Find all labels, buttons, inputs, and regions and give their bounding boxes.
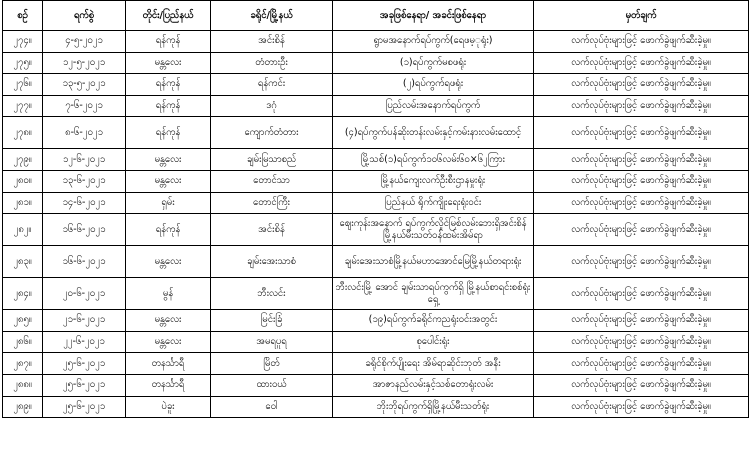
cell-region: မွန် [126,278,211,310]
cell-no: ၂၈၆။ [3,331,43,353]
table-row [3,117,749,149]
cell-region: တနင်္သာရီ [126,353,211,375]
cell-remark: လက်လုပ်ဗုံးများဖြင့် ဖောက်ခွဲဖျက်ဆီးခဲ့မှု။ [534,396,749,418]
cell-township: ရန်ကင်း [211,74,333,96]
cell-no: ၂၇၇။ [3,95,43,117]
table-row [3,374,749,396]
cell-remark: လက်လုပ်ဗုံးများဖြင့် ဖောက်ခွဲဖျက်ဆီးခဲ့မှု။ [534,192,749,214]
cell-location: အာဇာနည်လမ်းနှင့်သစ်တောရုံးလမ်း [333,374,534,396]
table-row [3,31,749,53]
cell-township: ချမ်းမြသာစည် [211,149,333,171]
cell-date: ၂၅-၆-၂၀၂၁ [43,396,126,418]
cell-location: မြို့နယ်ကျေးလက်ဦးစီးဌာနမှုးရုံး [333,170,534,192]
cell-township: ကျောက်တံတား [211,117,333,149]
cell-date: ၂၁-၆-၂၀၂၁ [43,310,126,332]
table-row [3,170,749,192]
cell-location: ချမ်းအေးသာစံမြို့နယ်မဟာအောင်မြေမြို့နယ်တရားရုံး [333,246,534,278]
cell-date: ၄-၅-၂၀၂၁ [43,31,126,53]
cell-township: အင်းစိန် [211,214,333,246]
cell-no: ၂၇၆။ [3,74,43,96]
cell-location: ပြည်နယ် ရိုက်ကျိုးရေးရုံးဝင်း [333,192,534,214]
cell-no: ၂၈၅။ [3,310,43,332]
cell-remark: လက်လုပ်ဗုံးများဖြင့် ဖောက်ခွဲဖျက်ဆီးခဲ့မှု။ [534,52,749,74]
cell-date: ၁၃-၅-၂၀၂၁ [43,74,126,96]
cell-township: မြိတ် [211,353,333,375]
cell-township: တောင်ကြီး [211,192,333,214]
cell-no: ၂၇၄။ [3,31,43,53]
cell-no: ၂၇၈။ [3,117,43,149]
cell-township: တောင်သာ [211,170,333,192]
cell-township: ဒဂုံ [211,95,333,117]
cell-date: ၁၆-၆-၂၀၂၁ [43,214,126,246]
cell-location: ဘိုးဘိုရပ်ကွက်ရှိမြို့နယ်မီးသတ်ရုံး [333,396,534,418]
header-date: ရက်စွဲ [43,1,126,31]
cell-region: မန္တလေး [126,149,211,171]
cell-date: ၁၆-၆-၂၀၂၁ [43,246,126,278]
table-row [3,95,749,117]
cell-location: ဈေးကုန်းအနောက် ရပ်ကွက်လှိုင်မြစ်လမ်းဘေးရှိအင်းစိန်မြို့နယ်မီးသတ်ဝန်ထမ်းအိမ်ရာ [333,214,534,246]
cell-location: ပြည်လမ်းအနောက်ရပ်ကွက် [333,95,534,117]
cell-township: မြင်းခြံ [211,310,333,332]
table-row [3,52,749,74]
table-row [3,331,749,353]
header-no: စဉ် [3,1,43,31]
cell-date: ၁၂-၅-၂၀၂၁ [43,52,126,74]
cell-region: ရန်ကုန် [126,117,211,149]
cell-date: ၈-၆-၂၀၂၁ [43,117,126,149]
cell-date: ၂၂-၆-၂၀၂၁ [43,331,126,353]
cell-region: မန္တလေး [126,331,211,353]
table-row [3,192,749,214]
table-row [3,149,749,171]
cell-date: ၂၅-၆-၂၀၂၁ [43,374,126,396]
table-body [3,31,749,418]
cell-location: ဘီးလင်းမြို့ အောင် ချမ်းသာရပ်ကွက်ရှိ မြို့နယ်စာရင်းစစ်ရုံးရှေ့ [333,278,534,310]
cell-date: ၇-၆-၂၀၂၁ [43,95,126,117]
cell-region: ရန်ကုန် [126,31,211,53]
cell-region: ရှမ်း [126,192,211,214]
cell-no: ၂၈၄။ [3,278,43,310]
cell-township: ဘီးလင်း [211,278,333,310]
cell-remark: လက်လုပ်ဗုံးများဖြင့် ဖောက်ခွဲဖျက်ဆီးခဲ့မှု။ [534,331,749,353]
cell-region: မန္တလေး [126,170,211,192]
cell-location: (၁)ရပ်ကွက်မစဖရုံး [333,52,534,74]
table-row [3,246,749,278]
cell-township: တံတားဦး [211,52,333,74]
header-remark: မှတ်ချက် [534,1,749,31]
cell-location: (၂)ရပ်ကွက်ရဖရုံး [333,74,534,96]
table-row [3,353,749,375]
cell-no: ၂၈၂။ [3,214,43,246]
cell-no: ၂၇၉။ [3,149,43,171]
table-row [3,396,749,418]
cell-township: ချမ်းအေးသာစံ [211,246,333,278]
cell-no: ၂၈၇။ [3,353,43,375]
cell-no: ၂၈၀။ [3,170,43,192]
cell-township: အင်းစိန် [211,31,333,53]
cell-location: (၁၉)ရပ်ကွက်ခရိုင်ကညရုံးဝင်းအတွင်း [333,310,534,332]
cell-region: မန္တလေး [126,246,211,278]
cell-location: စုပေါင်းရုံး [333,331,534,353]
cell-no: ၂၇၅။ [3,52,43,74]
table-header-row [3,1,749,31]
cell-date: ၁၂-၆-၂၀၂၁ [43,149,126,171]
table-row [3,214,749,246]
cell-date: ၁၃-၆-၂၀၂၁ [43,170,126,192]
cell-location: ခရိုင်စိုက်ပျိုးရေး အိမ်ရာဆိုင်းဘုတ် အနီး [333,353,534,375]
cell-remark: လက်လုပ်ဗုံးများဖြင့် ဖောက်ခွဲဖျက်ဆီးခဲ့မှု။ [534,310,749,332]
cell-remark: လက်လုပ်ဗုံးများဖြင့် ဖောက်ခွဲဖျက်ဆီးခဲ့မှု။ [534,149,749,171]
cell-remark: လက်လုပ်ဗုံးများဖြင့် ဖောက်ခွဲဖျက်ဆီးခဲ့မှု။ [534,31,749,53]
header-location: အခုဖြစ်နေရာ/ အခင်းဖြစ်နေရာ [333,1,534,31]
incident-table [2,0,749,418]
cell-remark: လက်လုပ်ဗုံးများဖြင့် ဖောက်ခွဲဖျက်ဆီးခဲ့မှု။ [534,117,749,149]
cell-remark: လက်လုပ်ဗုံးများဖြင့် ဖောက်ခွဲဖျက်ဆီးခဲ့မှု။ [534,74,749,96]
cell-remark: လက်လုပ်ဗုံးများဖြင့် ဖောက်ခွဲဖျက်ဆီးခဲ့မှု။ [534,353,749,375]
cell-township: အမရပူရ [211,331,333,353]
cell-region: မန္တလေး [126,310,211,332]
cell-date: ၁၄-၆-၂၀၂၁ [43,192,126,214]
cell-remark: လက်လုပ်ဗုံးများဖြင့် ဖောက်ခွဲဖျက်ဆီးခဲ့မှု။ [534,170,749,192]
cell-date: ၂၅-၆-၂၀၂၁ [43,353,126,375]
table-row [3,310,749,332]
cell-region: မန္တလေး [126,52,211,74]
cell-remark: လက်လုပ်ဗုံးများဖြင့် ဖောက်ခွဲဖျက်ဆီးခဲ့မှု။ [534,95,749,117]
cell-township: ဝေါ [211,396,333,418]
cell-remark: လက်လုပ်ဗုံးများဖြင့် ဖောက်ခွဲဖျက်ဆီးခဲ့မှု။ [534,214,749,246]
cell-date: ၂၀-၆-၂၀၂၁ [43,278,126,310]
cell-region: ရန်ကုန် [126,95,211,117]
cell-region: ရန်ကုန် [126,74,211,96]
cell-region: ရန်ကုန် [126,214,211,246]
cell-location: (၄)ရပ်ကွက်ပန်ဆိုးတန်းလမ်းနှင့်ကမ်းနားလမ်းထောင့် [333,117,534,149]
cell-region: တနင်္သာရီ [126,374,211,396]
cell-location: ရွာမအနောက်ရပ်ကွက်(ရေဖမ့ုရုံး) [333,31,534,53]
cell-location: မြို့သစ်(၁)ရပ်ကွက်၁၀၆လမ်း၆၀×၆၂ကြား [333,149,534,171]
cell-remark: လက်လုပ်ဗုံးများဖြင့် ဖောက်ခွဲဖျက်ဆီးခဲ့မှု။ [534,278,749,310]
cell-remark: လက်လုပ်ဗုံးများဖြင့် ဖောက်ခွဲဖျက်ဆီးခဲ့မှု။ [534,374,749,396]
cell-remark: လက်လုပ်ဗုံးများဖြင့် ဖောက်ခွဲဖျက်ဆီးခဲ့မှု။ [534,246,749,278]
table-row [3,74,749,96]
cell-no: ၂၈၃။ [3,246,43,278]
cell-no: ၂၈၉။ [3,396,43,418]
header-township: ခရိုင်/မြို့နယ် [211,1,333,31]
cell-no: ၂၈၈။ [3,374,43,396]
cell-region: ပဲခူး [126,396,211,418]
header-region: တိုင်း/ပြည်နယ် [126,1,211,31]
cell-no: ၂၈၁။ [3,192,43,214]
cell-township: ထားဝယ် [211,374,333,396]
table-row [3,278,749,310]
